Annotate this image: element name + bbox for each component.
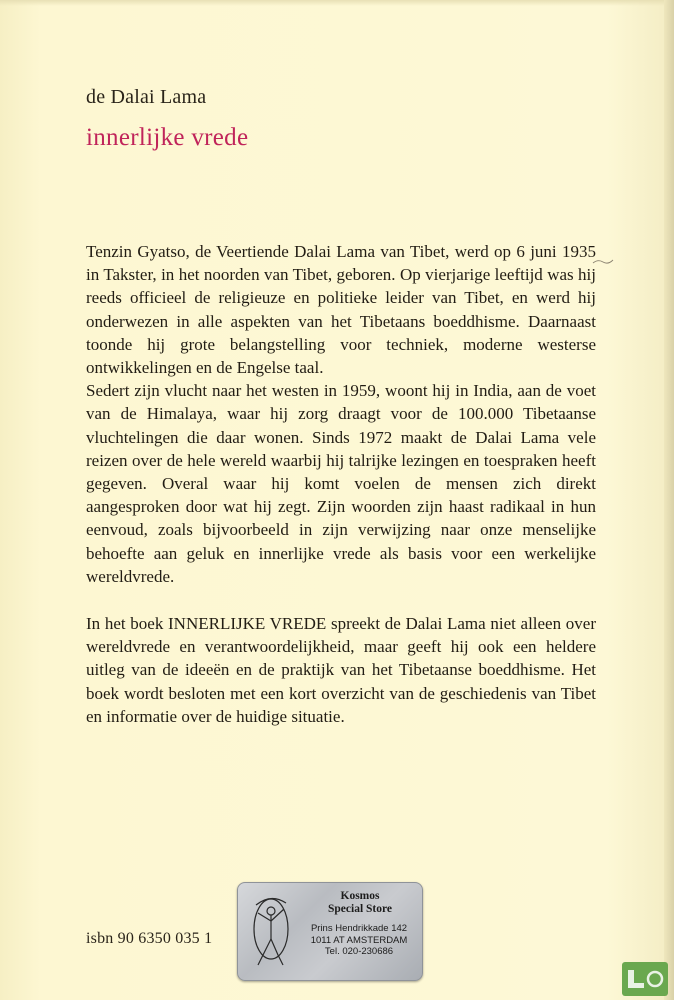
store-address	[298, 923, 420, 958]
store-name-line-2: Special Store	[328, 903, 392, 915]
store-city: 1011 AT AMSTERDAM	[310, 934, 408, 946]
store-phone: Tel. 020-230686	[324, 946, 394, 957]
store-name-line-1: Kosmos	[340, 890, 380, 902]
isbn-number: isbn 90 6350 035 1	[86, 930, 213, 947]
store-street: Prins Hendrikkade 142	[310, 923, 408, 934]
blurb-paragraph-1: Tenzin Gyatso, de Veertiende Dalai Lama van Tibet, werd op 6 juni 1935 in Takster, in het noorden van Tibet, geboren. Op vierjarige leeftijd was hij reeds officieel de religieuze en politieke leider van Tibet, en werd hij onderwezen in alle aspekten van het Tibetaans boeddhisme. Daarnaast toonde hij grote belangstelling voor techniek, moderne westerse ontwikkelingen en de Engelse taal.	[86, 242, 596, 378]
cover-top-shadow	[0, 0, 674, 6]
blurb-paragraph-2: Sedert zijn vlucht naar het westen in 1959, woont hij in India, aan de voet van de Himalaya, waar hij zorg draagt voor de 100.000 Tibetaanse vluchtelingen die daar wonen. Sinds 1972 maakt de Dalai Lama vele reizen over de hele wereld waarbij hij talrijke lezingen en toespraken heeft gegeven. Overal waar hij komt voelen de mensen zich direkt aangesproken door wat hij zegt. Zijn woorden zijn haast radikaal in hun eenvoud, zoals bijvoorbeeld in zijn verwijzing naar onze menselijke behoefte aan geluk en innerlijke vrede als basis voor een werkelijke wereldvrede.	[86, 381, 596, 586]
book-title: innerlijke vrede	[86, 124, 249, 151]
store-sticker	[237, 882, 423, 981]
blurb-paragraph-3: In het boek INNERLIJKE VREDE spreekt de Dalai Lama niet alleen over wereldvrede en verantwoordelijkheid, maar geeft hij ook een heldere uitleg van de ideeën en de praktijk van het Tibetaanse boeddhisme. Het boek wordt besloten met een kort overzicht van de geschiedenis van Tibet en informatie over de huidige situatie.	[86, 614, 596, 726]
blurb-text	[86, 240, 596, 728]
store-name	[302, 890, 418, 916]
lastdodo-watermark-icon	[622, 962, 668, 996]
cover-right-edge	[664, 0, 674, 1000]
dancing-figure-icon	[250, 891, 292, 973]
author-name: de Dalai Lama	[86, 86, 207, 108]
